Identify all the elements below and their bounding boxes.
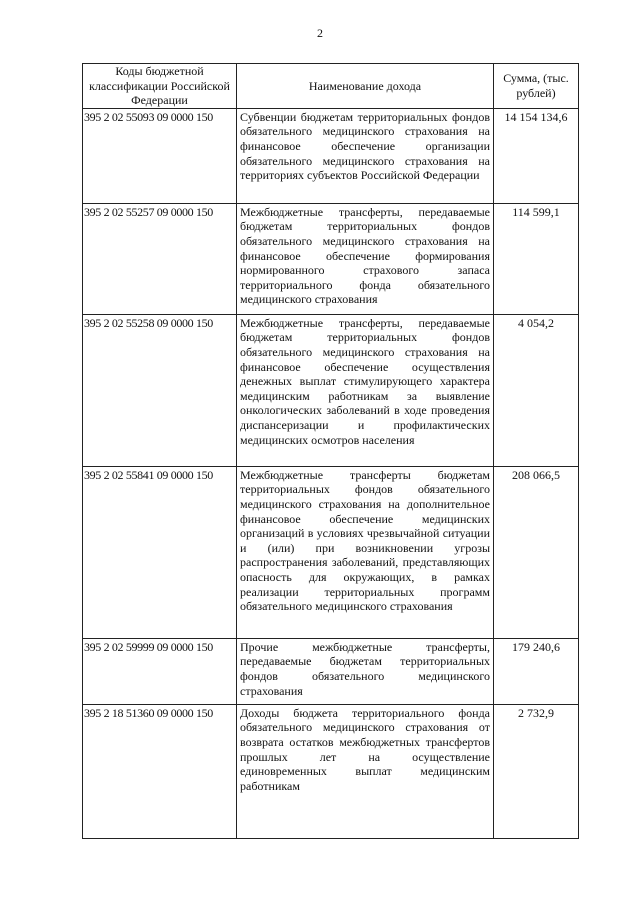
revenue-name-cell: Межбюджетные трансферты, передаваемые бюджетам территориальных фондов обязательного медицинского страхования на финансовое обеспечение формирования нормированного страхового запаса территориального фонда обязательного медицинского страхования	[237, 203, 494, 314]
revenue-name-cell: Межбюджетные трансферты бюджетам территориальных фондов обязательного медицинского страхования на дополнительное финансовое обеспечение медицинских организаций в условиях чрезвычайной ситуации и (или) при возникновении угрозы распространения заболеваний, представляющих опасность для окружающих, в рамках реализации территориальных программ обязательного медицинского страхования	[237, 466, 494, 638]
table-header-row	[83, 64, 579, 109]
amount-cell: 2 732,9	[494, 704, 579, 838]
revenue-name-cell: Доходы бюджета территориального фонда обязательного медицинского страхования от возврата остатков межбюджетных трансфертов прошлых лет на осуществление единовременных выплат медицинским работникам	[237, 704, 494, 838]
budget-code-cell: 395 2 18 51360 09 0000 150	[83, 704, 237, 838]
amount-cell: 179 240,6	[494, 638, 579, 704]
header-amount: Сумма, (тыс. рублей)	[494, 64, 579, 109]
budget-code-cell: 395 2 02 55258 09 0000 150	[83, 314, 237, 466]
amount-cell: 208 066,5	[494, 466, 579, 638]
amount-cell: 114 599,1	[494, 203, 579, 314]
table-row	[83, 704, 579, 838]
amount-cell: 14 154 134,6	[494, 108, 579, 203]
budget-code-cell: 395 2 02 55257 09 0000 150	[83, 203, 237, 314]
budget-code-cell: 395 2 02 55093 09 0000 150	[83, 108, 237, 203]
revenue-name-cell: Прочие межбюджетные трансферты, передаваемые бюджетам территориальных фондов обязательного медицинского страхования	[237, 638, 494, 704]
header-revenue-name: Наименование дохода	[237, 64, 494, 109]
table-row	[83, 203, 579, 314]
page-number: 2	[317, 26, 323, 40]
revenue-name-cell: Субвенции бюджетам территориальных фондов обязательного медицинского страхования на финансовое обеспечение организации обязательного медицинского страхования на территориях субъектов Российской Федерации	[237, 108, 494, 203]
table-row	[83, 466, 579, 638]
table-row	[83, 638, 579, 704]
header-budget-code: Коды бюджетной классификации Российской Федерации	[83, 64, 237, 109]
table-row	[83, 314, 579, 466]
budget-code-cell: 395 2 02 55841 09 0000 150	[83, 466, 237, 638]
revenue-name-cell: Межбюджетные трансферты, передаваемые бюджетам территориальных фондов обязательного медицинского страхования на финансовое обеспечение осуществления денежных выплат стимулирующего характера медицинским работникам за выявление онкологических заболеваний в ходе проведения диспансеризации и профилактических медицинских осмотров населения	[237, 314, 494, 466]
amount-cell: 4 054,2	[494, 314, 579, 466]
table-row	[83, 108, 579, 203]
revenue-table	[82, 63, 579, 839]
budget-code-cell: 395 2 02 59999 09 0000 150	[83, 638, 237, 704]
